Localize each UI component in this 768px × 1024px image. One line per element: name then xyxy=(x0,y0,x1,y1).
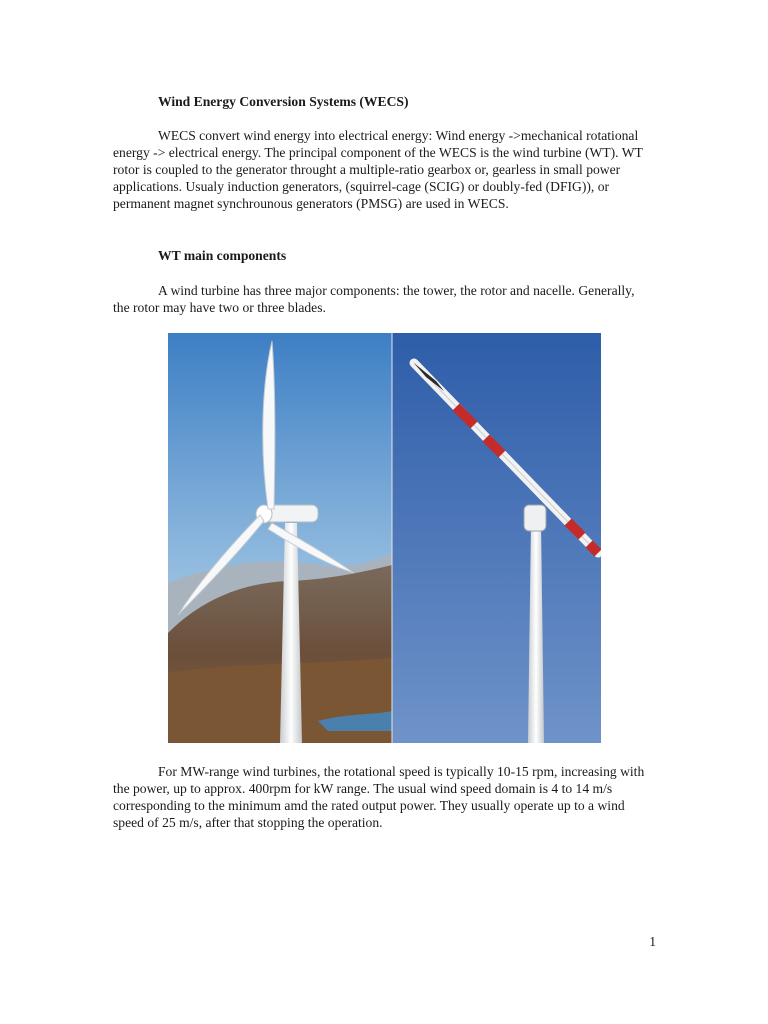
section-heading-wecs: Wind Energy Conversion Systems (WECS) xyxy=(158,94,409,109)
paragraph-wt-components: A wind turbine has three major components: the tower, the rotor and nacelle. Generally, the rotor may have two or three blades. xyxy=(113,283,635,315)
paragraph-rotational-speed: For MW-range wind turbines, the rotational speed is typically 10-15 rpm, increasing with the power, up to approx. 400rpm for kW range. The usual wind speed domain is 4 to 14 m/s corresponding to the minimum amd the rated output power. They usually operate up to a wind speed of 25 m/s, after that stopping the operation. xyxy=(113,764,645,830)
wind-turbine-figure xyxy=(168,333,601,743)
three-blade-turbine-image xyxy=(168,333,392,743)
page-number: 1 xyxy=(649,934,656,949)
two-blade-turbine-image xyxy=(392,333,601,743)
section-heading-wt-components: WT main components xyxy=(158,248,287,263)
paragraph-wecs-intro: WECS convert wind energy into electrical energy: Wind energy ->mechanical rotational energy -> electrical energy. The principal component of the WECS is the wind turbine (WT). WT rotor is coupled to the generator throught a multiple-ratio gearbox or, gearless in small power applications. Usualy induction generators, (squirrel-cage (SCIG) or doubly-fed (DFIG)), or permanent magnet synchrounous generators (PMSG) are used in WECS. xyxy=(113,128,643,211)
